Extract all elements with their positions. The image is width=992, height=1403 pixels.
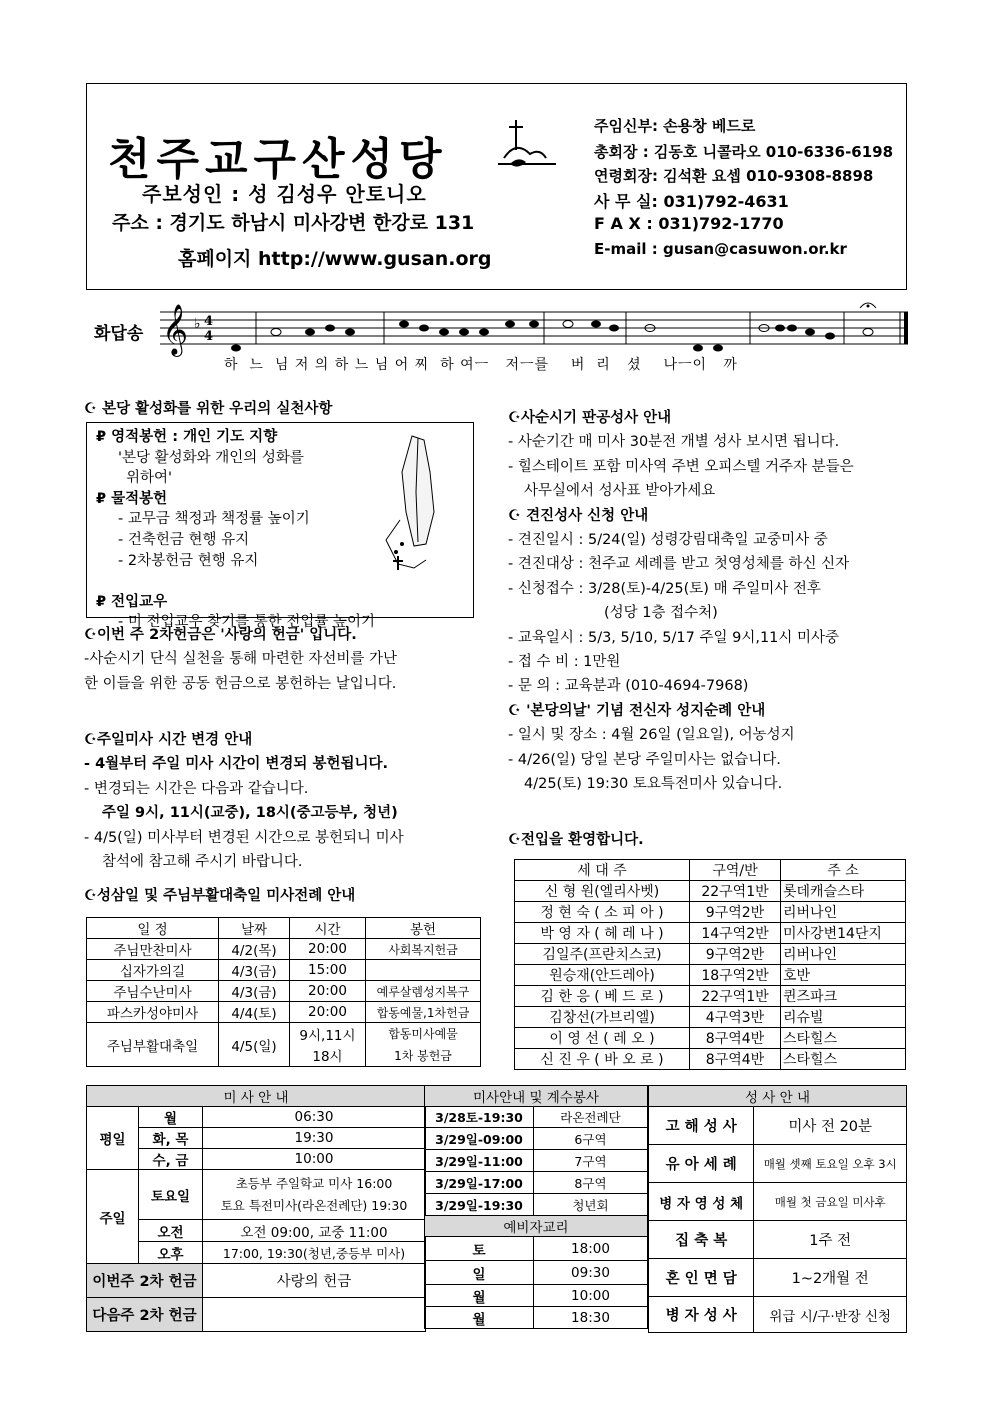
psalm-label: 화답송 bbox=[94, 324, 144, 344]
second-offering-section: ☪이번 주 2차헌금은 '사랑의 헌금' 입니다. -사순시기 단식 실천을 통해 마련한 자선비를 가난 한 이들을 위한 공동 헌금으로 봉헌하는 날입니다. bbox=[84, 627, 398, 692]
service-table: 미사안내 및 계수봉사 3/28토-19:30 라온전례단 3/29일-09:00 6구역 3/29일-11:00 7구역 3/29일-17:00 8구역 3/29일-19:30 청년회 예비자교리 토 18:00 일 09:30 월 10:00 월 18:30 bbox=[424, 1085, 648, 1329]
lent-confession-section: ☪사순시기 판공성사 안내 - 사순기간 매 미사 30분전 개별 성사 보시면 됩니다. - 힐스테이트 포함 미사역 주변 오피스텔 거주자 분들은 사무실에서 성사표 받아가세요 ☪ 견진성사 신청 안내 - 견진일시 : 5/24(일) 성령강림대축일 교중미사 중 - 견진대상 : 천주교 세례를 받고 첫영성체를 하신 신자 - 신청접수 : 3/28(토)-4/25(토) 매 주일미사 전후 (성당 1층 접수처) - 교육일시 : 5/3, 5/10, 5/17 주일 9시,11시 미사중 - 접 수 비 : 1만원 - 문 의 : 교육분과 (010-4694-7968) ☪ '본당의날' 기념 전신자 성지순례 안내 - 일시 및 장소 : 4월 26일 (일요일), 어농성지 - 4/26(일) 당일 본당 주일미사는 없습니다. 4/25(토) 19:30 토요특전미사 있습니다. bbox=[508, 410, 854, 793]
contact-fax: F A X : 031)792-1770 bbox=[594, 214, 784, 233]
church-name: 천주교구산성당 bbox=[108, 134, 448, 185]
svg-text:4: 4 bbox=[204, 314, 214, 329]
welcome-table: 세 대 주 구역/반 주 소 신 형 원(엘리사벳) 22구역1반 롯데캐슬스타 정 현 숙 ( 소 피 아 ) 9구역2반 리버나인 박 영 자 ( 헤 레 나 ) 14구역2반 미사강변14단지 김일주(프란치스코) 9구역2반 리버나인 원승재(안드레아) 18구역2반 호반 김 한 응 ( 베 드 로 ) 22구역1반 퀸즈파크 김창선(가브리엘) 4구역3반 리슈빌 이 영 선 ( 레 오 ) 8구역4반 스타힐스 신 진 우 ( 바 오 로 ) 8구역4반 스타힐스 bbox=[514, 859, 906, 1070]
address: 주소 : 경기도 하남시 미사강변 한강로 131 bbox=[112, 212, 475, 234]
sacrament-table: 성 사 안 내 고 해 성 사 미사 전 20분 유 아 세 례 매월 셋째 토요일 오후 3시 병 자 영 성 체 매월 첫 금요일 미사후 집 축 복 1주 전 혼 인 면 담 1~2개월 전 병 자 성 사 위급 시/구·반장 신청 bbox=[648, 1085, 907, 1333]
svg-text:♭: ♭ bbox=[194, 316, 201, 332]
holy-week-title: ☪성삼일 및 주님부활대축일 미사전례 안내 bbox=[84, 888, 356, 904]
practice-title: ☪ 본당 활성화를 위한 우리의 실천사항 bbox=[84, 401, 333, 417]
svg-text:4: 4 bbox=[204, 329, 214, 344]
holy-week-table: 일 정 날짜 시간 봉헌 주님만찬미사 4/2(목) 20:00 사회복지헌금 십자가의길 4/3(금) 15:00 주님수난미사 4/3(금) 20:00 예루살렘성지복구 파스카성야미사 4/4(토) 20:00 합동예물,1차헌금 주님부활대축일 4/5(일) 9시,11시 합동미사예물 18시 1차 봉헌금 bbox=[86, 917, 481, 1067]
contact-office: 사 무 실: 031)792-4631 bbox=[594, 192, 789, 211]
contact-president: 총회장 : 김동호 니콜라오 010-6336-6198 bbox=[594, 143, 894, 161]
music-staff bbox=[160, 298, 912, 358]
mass-info-table: 미 사 안 내 평일 월 06:30 화, 목 19:30 수, 금 10:00 주일 토요일 초등부 주일학교 미사 16:00 토요 특전미사(라온전례단) 19:30 오전 오전 09:00, 교중 11:00 오후 17:00, 19:30(청년,중등부 미사) 이번주 2차 헌금 사랑의 헌금 다음주 2차 헌금 bbox=[86, 1085, 426, 1332]
contact-memorial: 연령회장: 김석환 요셉 010-9308-8898 bbox=[594, 167, 874, 185]
welcome-title: ☪전입을 환영합니다. bbox=[508, 832, 644, 848]
praying-hands-icon bbox=[372, 432, 462, 572]
church-logo-icon bbox=[496, 118, 560, 174]
contact-email: E-mail : gusan@casuwon.or.kr bbox=[594, 240, 847, 258]
svg-text:𝄞: 𝄞 bbox=[162, 304, 189, 355]
mass-change-section: ☪주일미사 시간 변경 안내 - 4월부터 주일 미사 시간이 변경되 봉헌됩니다. - 변경되는 시간은 다음과 같습니다. 주일 9시, 11시(교중), 18시(중고등부, 청년) - 4/5(일) 미사부터 변경된 시간으로 봉헌되니 미사 참석에 참고해 주시기 바랍니다. bbox=[84, 732, 404, 871]
patron-saint: 주보성인 : 성 김성우 안토니오 bbox=[142, 182, 427, 206]
contact-pastor: 주임신부: 손용창 베드로 bbox=[594, 117, 756, 135]
practice-content: ₽ 영적봉헌 : 개인 기도 지향 '본당 활성화와 개인의 성화를 위하여' ₽ 물적봉헌 - 교무금 책정과 책정률 높이기 - 건축헌금 현행 유지 - 2차봉헌금 현행 유지 ₽ 전입교우 - 미 전입교우 찾기를 통한 전입률 높이기 bbox=[96, 429, 375, 631]
homepage: 홈페이지 http://www.gusan.org bbox=[178, 248, 492, 270]
psalm-lyrics: 하 느 님 저 의 하 느 님 어 찌 하 여ㅡ 저ㅡ를 버 리 셨 나ㅡ이 까 bbox=[224, 357, 738, 373]
